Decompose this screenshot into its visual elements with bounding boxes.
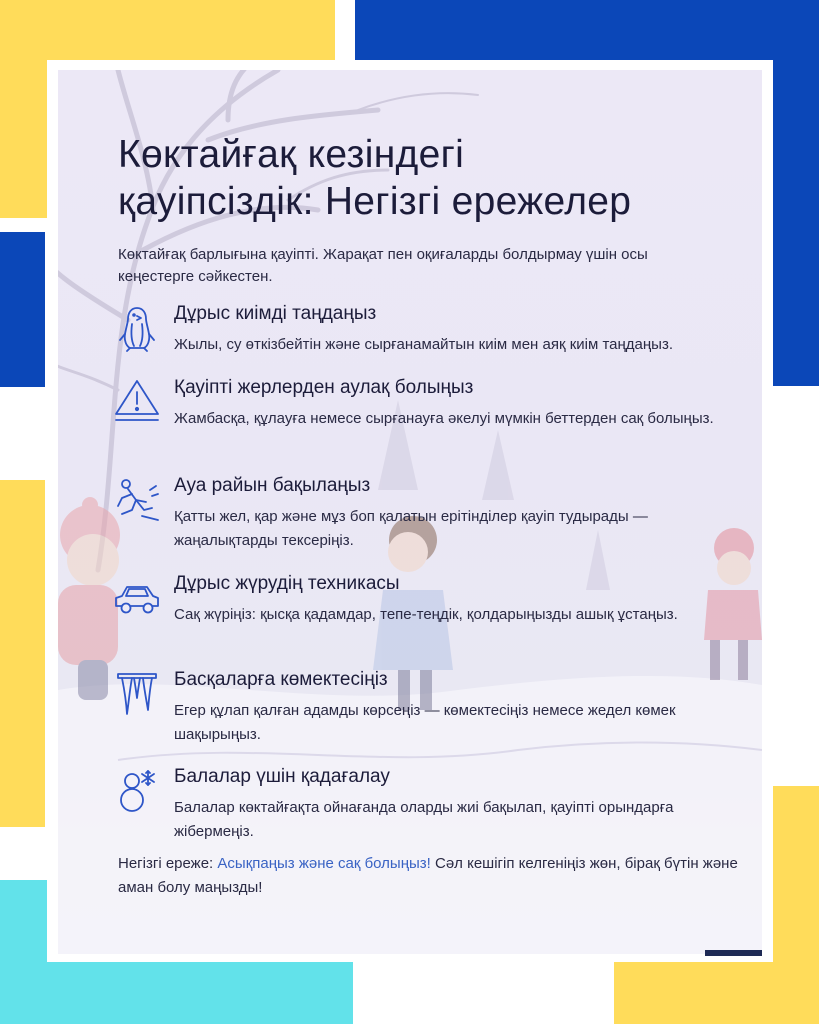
tip-heading: Басқаларға көмектесіңіз (174, 669, 388, 690)
warning-icon (112, 378, 162, 428)
key-rule-suffix: Сәл кешігіп келгеніңіз жөн, бірақ бүтін және аман болу маңызды! (118, 855, 738, 896)
deco-blue-left (0, 232, 45, 387)
tip-text: Қатты жел, қар және мұз боп қалатын ерітінділер қауіп тудырады — жаңалықтарды тексеріңіз. (174, 508, 648, 549)
corner-tab (705, 950, 762, 956)
deco-yellow-left (0, 480, 45, 827)
icicles-icon (112, 670, 162, 720)
key-rule-prefix: Негізгі ереже: (118, 855, 218, 872)
tip-heading: Балалар үшін қадағалау (174, 766, 390, 787)
key-rule (118, 852, 738, 900)
title-line-2: қауіпсіздік: Негізгі ережелер (118, 180, 632, 223)
key-rule-accent: Асықпаңыз және сақ болыңыз! (217, 855, 431, 872)
tip-text: Сақ жүріңіз: қысқа қадамдар, тепе-теңдік, қолдарыңызды ашық ұстаңыз. (174, 606, 678, 623)
tip-text: Балалар көктайғақта ойнағанда оларды жиі бақылап, қауіпті орындарға жібермеңіз. (174, 799, 674, 840)
tip-text: Жамбасқа, құлауға немесе сырғанауға әкелуі мүмкін беттерден сақ болыңыз. (174, 410, 714, 427)
penguin-icon (112, 304, 162, 354)
tip-text: Егер құлап қалған адамды көрсеңіз — көмектесіңіз немесе жедел көмек шақырыңыз. (174, 702, 676, 743)
tip-heading: Дұрыс жүрудің техникасы (174, 573, 400, 594)
tip-heading: Дұрыс киімді таңдаңыз (174, 303, 377, 324)
tip-heading: Қауіпті жерлерден аулақ болыңыз (174, 377, 474, 398)
slip-icon (112, 476, 162, 526)
car-icon (112, 574, 162, 624)
tip-heading: Ауа райын бақылаңыз (174, 475, 371, 496)
intro-text: Көктайғақ барлығына қауіпті. Жарақат пен оқиғаларды болдырмау үшін осы кеңестерге сәйкестен. (118, 246, 648, 285)
page-title (118, 131, 738, 225)
tip-text: Жылы, су өткізбейтін және сырғанамайтын киім мен аяқ киім таңдаңыз. (174, 336, 673, 353)
snowman-icon (112, 767, 162, 817)
title-line-1: Көктайғақ кезіндегі (118, 133, 465, 176)
